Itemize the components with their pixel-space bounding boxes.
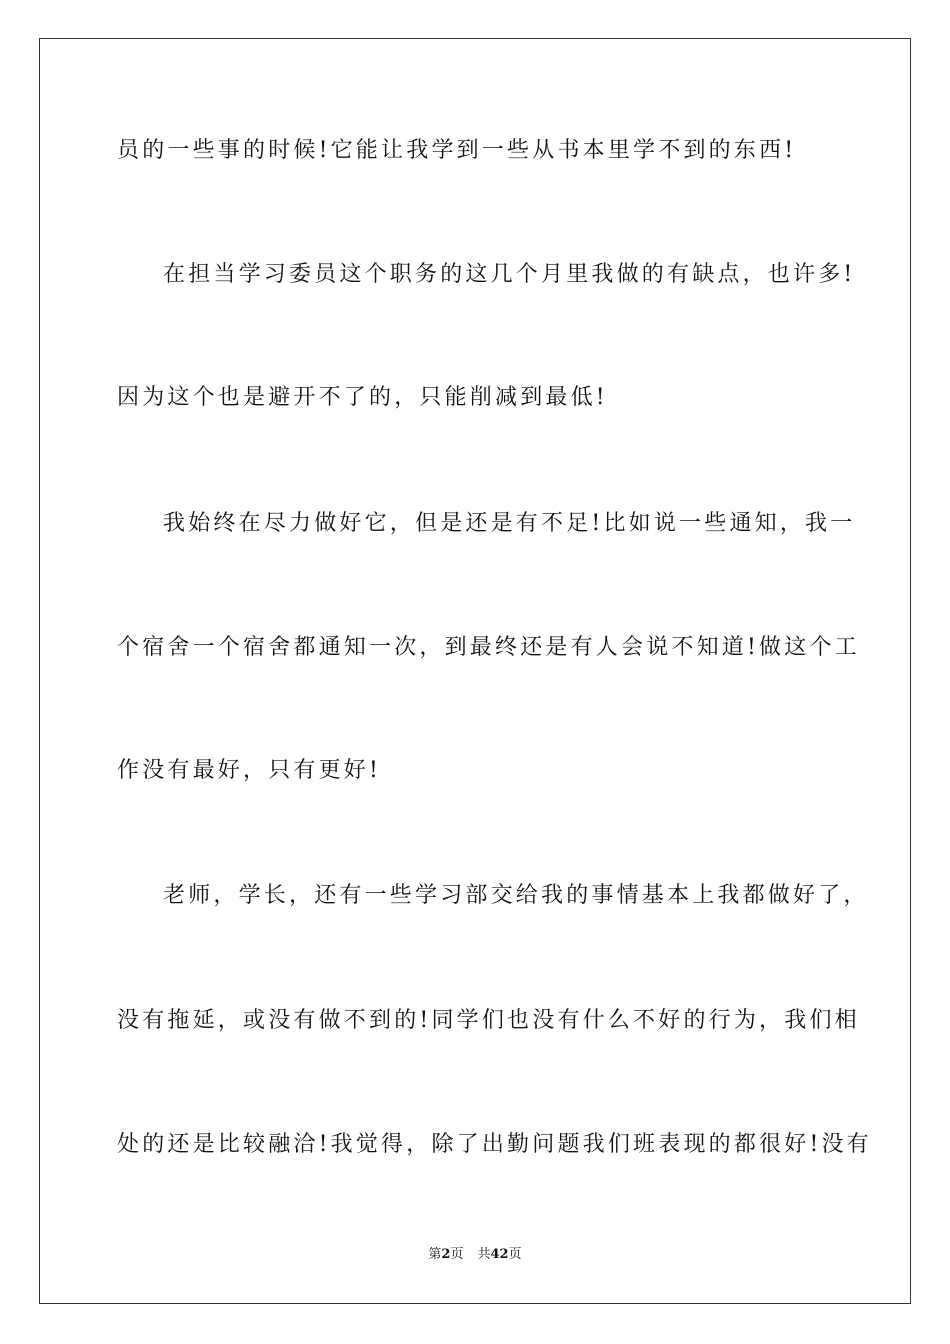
text-line-3: 因为这个也是避开不了的，只能削减到最低!	[117, 385, 608, 410]
footer-total-pages: 42	[490, 1247, 509, 1262]
text-line-4: 我始终在尽力做好它，但是还是有不足!比如说一些通知，我一	[163, 511, 856, 536]
footer-page-prefix: 第	[428, 1247, 442, 1262]
text-line-1: 员的一些事的时候!它能让我学到一些从书本里学不到的东西!	[117, 138, 797, 163]
text-line-7: 老师，学长，还有一些学习部交给我的事情基本上我都做好了，	[163, 883, 869, 908]
text-line-6: 作没有最好，只有更好!	[117, 758, 382, 783]
text-line-9: 处的还是比较融洽!我觉得，除了出勤问题我们班表现的都很好!没有	[117, 1132, 872, 1157]
page-footer	[0, 1246, 950, 1264]
footer-page-suffix: 页	[450, 1247, 464, 1262]
text-line-8: 没有拖延，或没有做不到的!同学们也没有什么不好的行为，我们相	[117, 1008, 860, 1033]
footer-total-prefix: 共	[477, 1247, 491, 1262]
text-line-5: 个宿舍一个宿舍都通知一次，到最终还是有人会说不知道!做这个工	[117, 635, 860, 660]
footer-total-suffix: 页	[508, 1247, 522, 1262]
footer-page-number: 2	[441, 1247, 451, 1262]
text-line-2: 在担当学习委员这个职务的这几个月里我做的有缺点，也许多!	[163, 262, 856, 287]
page-border	[39, 38, 911, 1304]
